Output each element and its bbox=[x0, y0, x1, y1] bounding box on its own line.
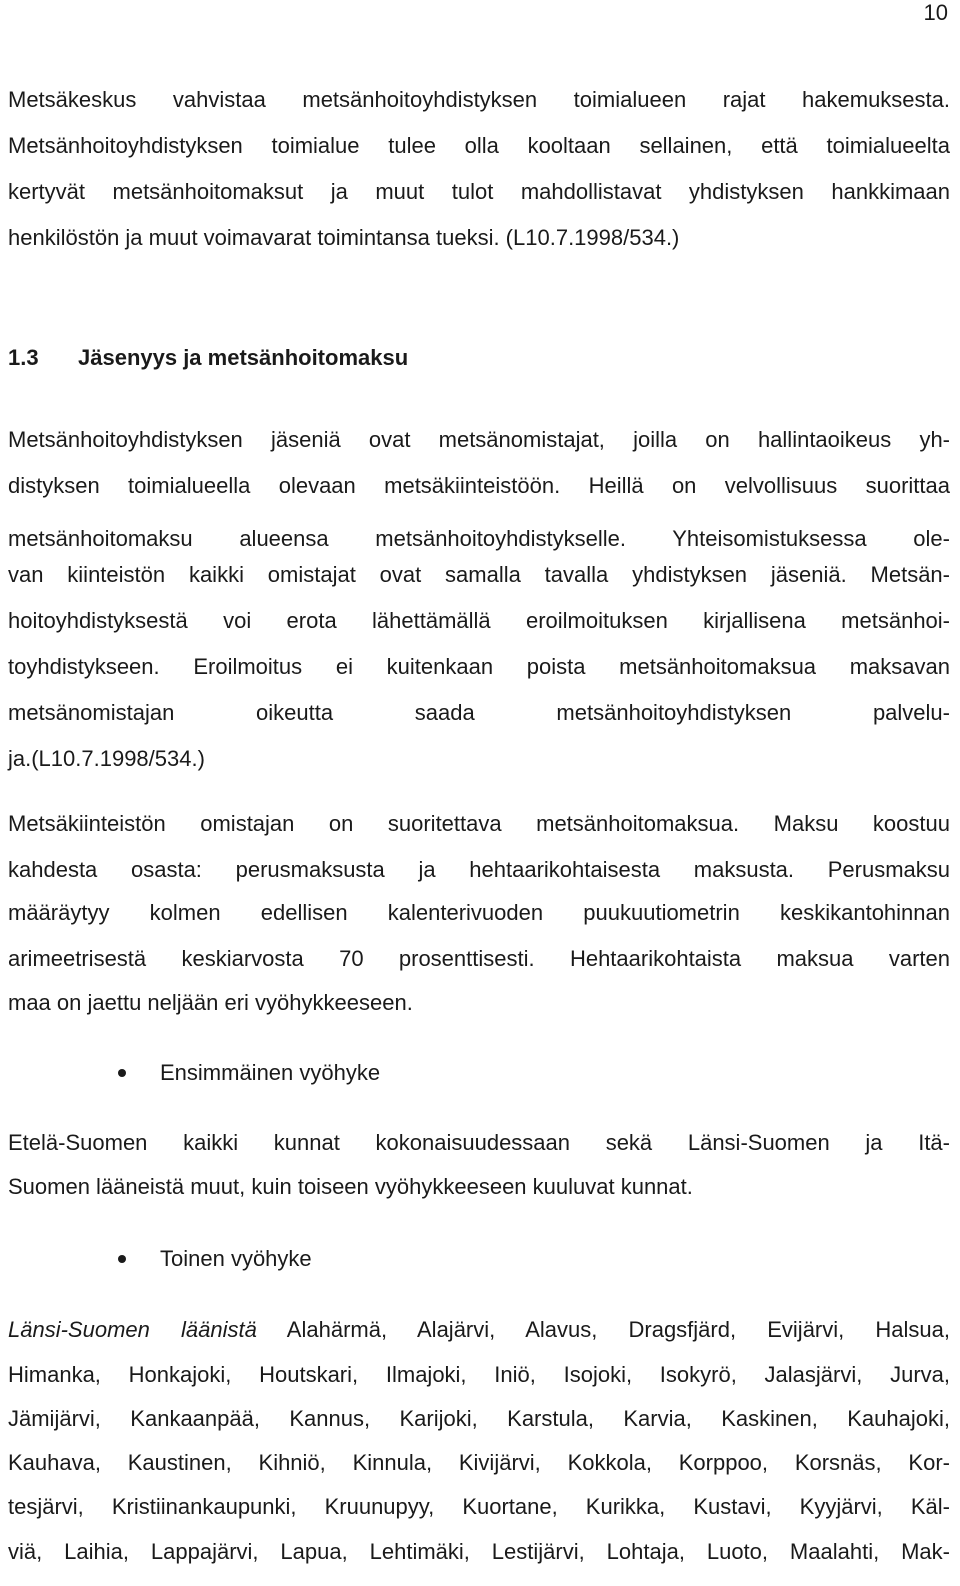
text-line: tesjärvi, Kristiinankaupunki, Kruunupyy, Kuortane, Kurikka, Kustavi, Kyyjärvi, Käl- bbox=[8, 1494, 950, 1519]
text-line: Metsäkiinteistön omistajan on suoritettava metsänhoitomaksua. Maksu koostuu bbox=[8, 811, 950, 836]
text-line: maa on jaettu neljään eri vyöhykkeeseen. bbox=[8, 990, 413, 1015]
text-line: metsänhoitomaksu alueensa metsänhoitoyhdistykselle. Yhteisomistuksessa ole- bbox=[8, 526, 950, 551]
section-heading bbox=[8, 343, 950, 373]
bullet-icon bbox=[118, 1255, 126, 1263]
municipality-list-start: Alahärmä, Alajärvi, Alavus, Dragsfjärd, Evijärvi, Halsua, bbox=[256, 1317, 951, 1342]
region-lead: Länsi-Suomen läänistä bbox=[8, 1317, 257, 1342]
bullet-icon bbox=[118, 1069, 126, 1077]
text-line: Suomen lääneistä muut, kuin toiseen vyöhykkeeseen kuuluvat kunnat. bbox=[8, 1174, 693, 1199]
section-number: 1.3 bbox=[8, 345, 39, 370]
text-line: van kiinteistön kaikki omistajat ovat samalla tavalla yhdistyksen jäseniä. Metsän- bbox=[8, 562, 950, 587]
text-line: distyksen toimialueella olevaan metsäkiinteistöön. Heillä on velvollisuus suorittaa bbox=[8, 473, 950, 498]
text-line: Etelä-Suomen kaikki kunnat kokonaisuudessaan sekä Länsi-Suomen ja Itä- bbox=[8, 1130, 950, 1155]
text-line: metsänomistajan oikeutta saada metsänhoitoyhdistyksen palvelu- bbox=[8, 700, 950, 725]
text-line: Metsäkeskus vahvistaa metsänhoitoyhdistyksen toimialueen rajat hakemuksesta. bbox=[8, 87, 950, 112]
text-line: toyhdistykseen. Eroilmoitus ei kuitenkaan poista metsänhoitomaksua maksavan bbox=[8, 654, 950, 679]
text-line: hoitoyhdistyksestä voi erota lähettämällä eroilmoituksen kirjallisena metsänhoi- bbox=[8, 608, 950, 633]
text-line: arimeetrisestä keskiarvosta 70 prosenttisesti. Hehtaarikohtaista maksua varten bbox=[8, 946, 950, 971]
text-line: kertyvät metsänhoitomaksut ja muut tulot mahdollistavat yhdistyksen hankkimaan bbox=[8, 179, 950, 204]
text-line: Jämijärvi, Kankaanpää, Kannus, Karijoki, Karstula, Karvia, Kaskinen, Kauhajoki, bbox=[8, 1406, 950, 1431]
text-line bbox=[8, 1315, 950, 1345]
text-line: henkilöstön ja muut voimavarat toimintansa tueksi. (L10.7.1998/534.) bbox=[8, 225, 680, 250]
text-line: viä, Laihia, Lappajärvi, Lapua, Lehtimäki, Lestijärvi, Lohtaja, Luoto, Maalahti, Mak- bbox=[8, 1539, 950, 1564]
text-line: määräytyy kolmen edellisen kalenterivuoden puukuutiometrin keskikantohinnan bbox=[8, 900, 950, 925]
text-line: ja.(L10.7.1998/534.) bbox=[8, 746, 205, 771]
text-line: Metsänhoitoyhdistyksen jäseniä ovat metsänomistajat, joilla on hallintaoikeus yh- bbox=[8, 427, 950, 452]
text-line: Metsänhoitoyhdistyksen toimialue tulee olla kooltaan sellainen, että toimialueelta bbox=[8, 133, 950, 158]
page-number: 10 bbox=[923, 0, 948, 25]
text-line: kahdesta osasta: perusmaksusta ja hehtaarikohtaisesta maksusta. Perusmaksu bbox=[8, 857, 950, 882]
bullet-label: Ensimmäinen vyöhyke bbox=[160, 1060, 381, 1085]
bullet-label: Toinen vyöhyke bbox=[160, 1246, 312, 1271]
section-title: Jäsenyys ja metsänhoitomaksu bbox=[78, 345, 409, 370]
text-line: Himanka, Honkajoki, Houtskari, Ilmajoki, Iniö, Isojoki, Isokyrö, Jalasjärvi, Jurva, bbox=[8, 1362, 950, 1387]
text-line: Kauhava, Kaustinen, Kihniö, Kinnula, Kivijärvi, Kokkola, Korppoo, Korsnäs, Kor- bbox=[8, 1450, 950, 1475]
